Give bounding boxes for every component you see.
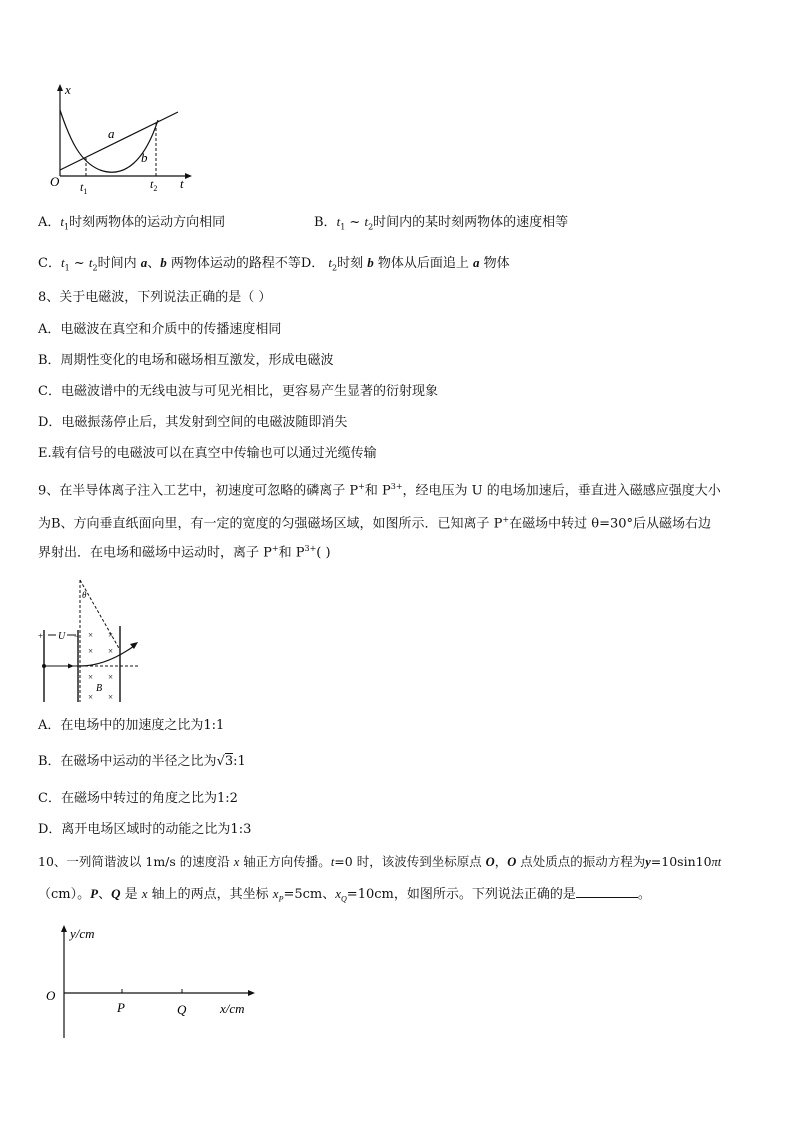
y-axis-arrow-icon — [61, 925, 67, 932]
wave-axes-diagram — [40, 920, 270, 1045]
point-q-label: Q — [177, 1002, 187, 1017]
q9-option-d[interactable]: D．离开电场区域时的动能之比为1:3 — [38, 822, 252, 837]
point-p-label: P — [117, 1000, 125, 1015]
field-cross-icon: × — [108, 646, 114, 656]
q10-stem-line1: 10、一列简谐波以 1m/s 的速度沿 x 轴正方向传播。t=0 时，该波传到坐标原点 O，O 点处质点的振动方程为y=10sin10πt — [38, 854, 722, 869]
origin-label: O — [46, 988, 56, 1003]
theta-label: θ — [82, 590, 87, 600]
line-a — [60, 112, 178, 170]
ion-field-diagram — [36, 578, 146, 706]
q8-stem: 8、关于电磁波，下列说法正确的是（ ） — [38, 290, 272, 305]
field-cross-icon: × — [88, 646, 94, 656]
q8-option-a[interactable]: A．电磁波在真空和介质中的传播速度相同 — [38, 322, 282, 337]
q9-option-c[interactable]: C．在磁场中转过的角度之比为1:2 — [38, 791, 238, 806]
q8-option-c[interactable]: C．电磁波谱中的无线电波与可见光相比，更容易产生显著的衍射现象 — [38, 384, 438, 399]
q9-option-a[interactable]: A．在电场中的加速度之比为1:1 — [38, 718, 225, 733]
q8-option-d[interactable]: D．电磁振荡停止后，其发射到空间的电磁波随即消失 — [38, 415, 348, 430]
q8-option-b[interactable]: B．周期性变化的电场和磁场相互激发，形成电磁波 — [38, 353, 334, 368]
plus-sign: + — [38, 631, 44, 641]
q7-option-c-d[interactable]: C．$t_1$ ~ $t_2$时间内 a、b 两物体运动的路程不等D． $t_2$时刻 b 物体从后面追上 a 物体 — [38, 255, 510, 273]
q9-stem-line3: 界射出．在电场和磁场中运动时，离子 P+和 $P^{3+}$( ) — [38, 544, 331, 561]
graph1-x-arrow-icon — [57, 84, 63, 91]
field-cross-icon: × — [88, 630, 94, 640]
field-cross-icon: × — [108, 672, 114, 682]
graph1-origin: O — [50, 174, 60, 189]
q9-stem-line2: 为B、方向垂直纸面向里，有一定的宽度的匀强磁场区域，如图所示．已知离子 P+在磁场中转过 θ=30°后从磁场右边 — [38, 515, 712, 532]
minus-sign: − — [74, 631, 80, 641]
graph1-t2-label: $t_2$ — [150, 177, 158, 193]
q7-option-a[interactable]: A．$t_1$时刻两物体的运动方向相同 — [38, 214, 226, 232]
graph1-label-b: b — [141, 150, 148, 165]
graph1-label-a: a — [108, 126, 115, 141]
ion-path-arrow-icon — [68, 664, 74, 669]
graph1-t-arrow-icon — [185, 173, 192, 179]
graph1-x-label: x — [65, 82, 71, 97]
graph1-t1-label: $t_1$ — [80, 180, 88, 196]
field-cross-icon: × — [108, 692, 114, 702]
answer-blank[interactable] — [576, 883, 638, 898]
q10-stem-line2: （cm）。P、Q 是 x 轴上的两点，其坐标 $x_P=5cm$、$x_Q=10cm$，如图所示。下列说法正确的是 。 — [38, 883, 651, 910]
q8-option-e[interactable]: E.载有信号的电磁波可以在真空中传输也可以通过光缆传输 — [38, 446, 377, 461]
q9-stem-line1: 9、在半导体离子注入工艺中，初速度可忽略的磷离子 P+和 $P^{3+}$，经电压为 U 的电场加速后，垂直进入磁感应强度大小 — [38, 482, 721, 499]
graph1-t-label: t — [180, 176, 184, 191]
field-cross-icon: × — [88, 672, 94, 682]
voltage-label: U — [58, 631, 66, 642]
magnetic-field-label: B — [96, 683, 103, 694]
x-axis-label: x/cm — [220, 1001, 245, 1016]
y-axis-label: y/cm — [70, 926, 95, 941]
x-axis-arrow-icon — [248, 990, 255, 996]
xt-graph — [40, 80, 200, 198]
field-cross-icon: × — [108, 630, 114, 640]
q7-option-b[interactable]: B．$t_1$ ~ $t_2$时间内的某时刻两物体的速度相等 — [314, 214, 569, 232]
q9-option-b[interactable]: B．在磁场中运动的半径之比为√3:1 — [38, 754, 246, 769]
field-cross-icon: × — [88, 692, 94, 702]
